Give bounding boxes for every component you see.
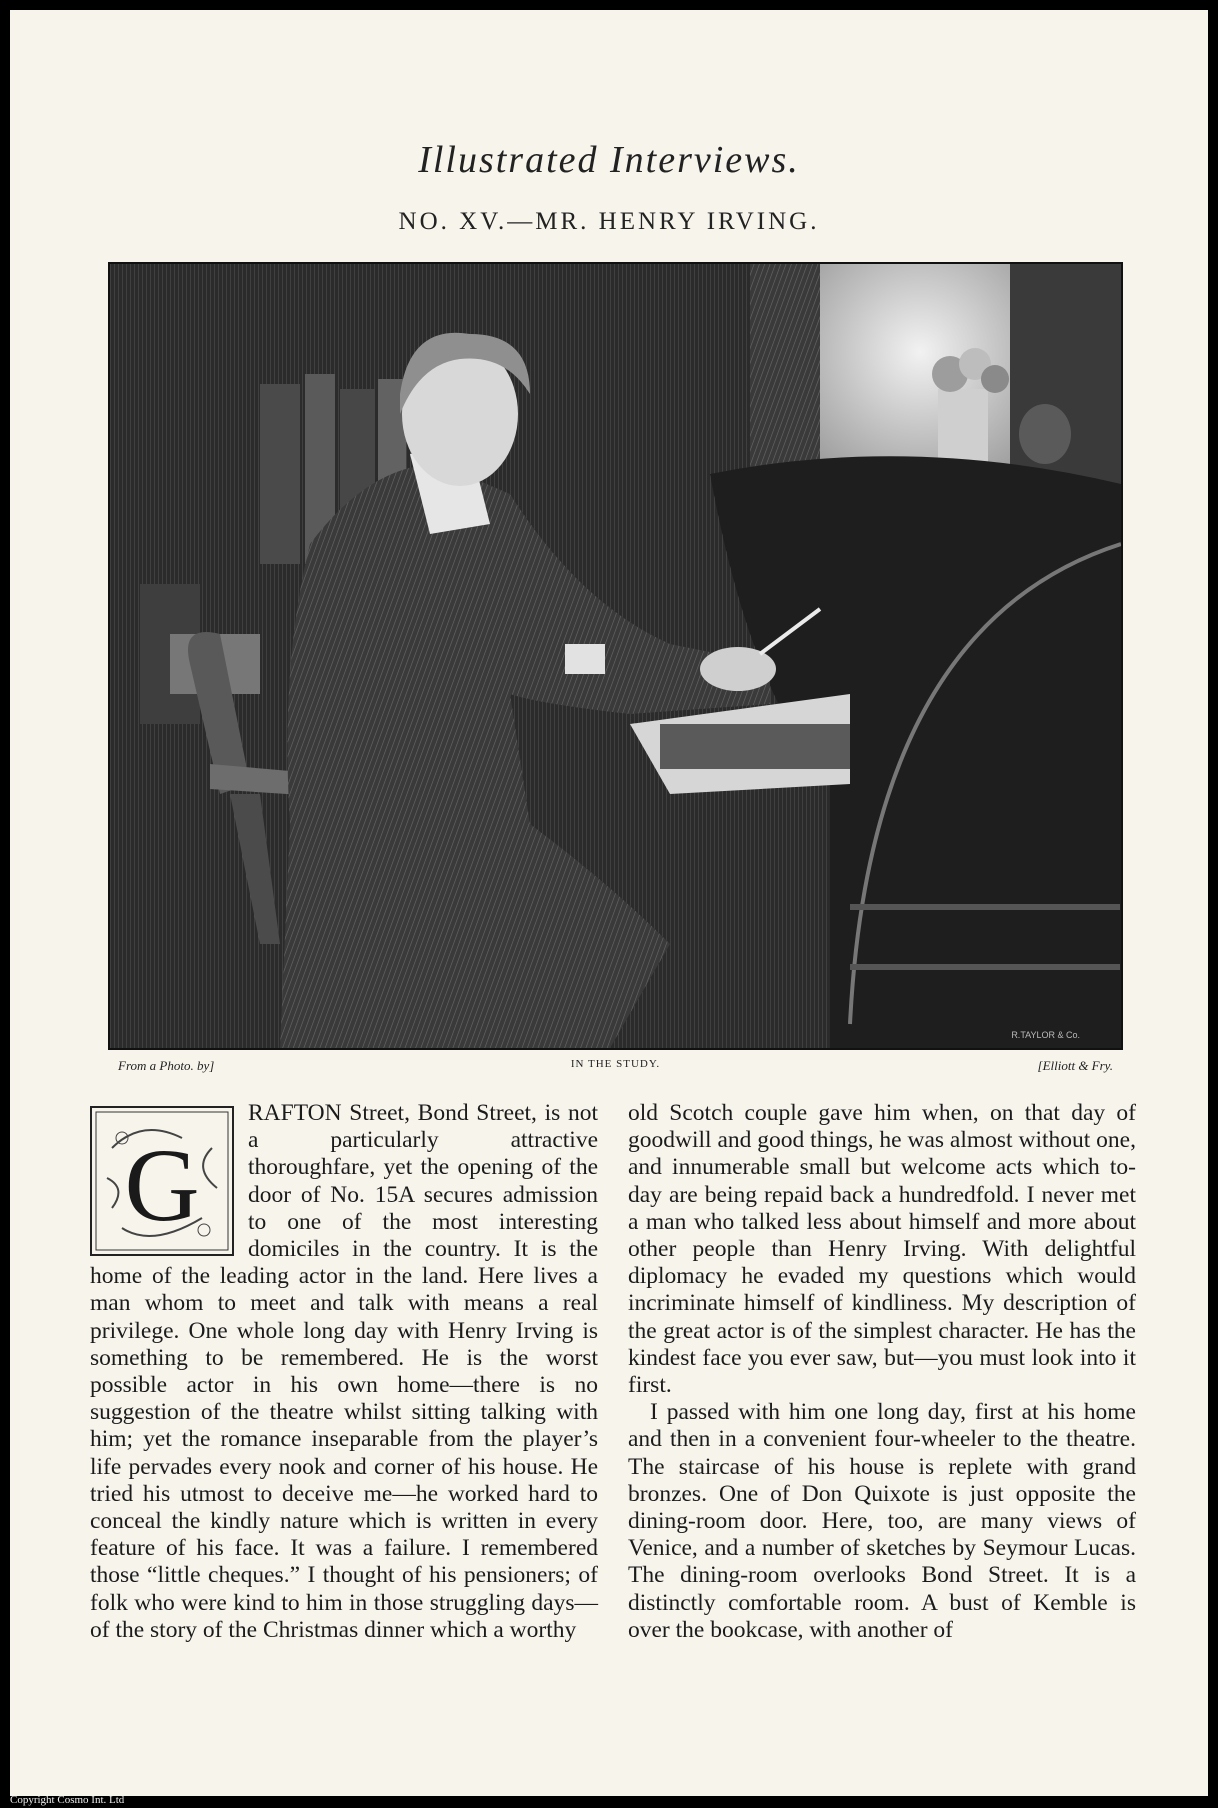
portrait-engraving xyxy=(108,262,1123,1050)
magazine-page xyxy=(10,10,1208,1796)
engraver-mark: R.TAYLOR & Co. xyxy=(1011,1030,1080,1040)
article-column-left xyxy=(90,1100,598,1644)
series-title: Illustrated Interviews. xyxy=(418,139,800,181)
engraving-image xyxy=(110,264,1121,1048)
article-paragraph: old Scotch couple gave him when, on that day of goodwill and good things, he was almost without one, and innumerable small but welcome acts which to-day are being repaid back a hundredfold. I never met a man who talked less about himself and more about other people than Henry Irving. With delightful diplomacy he evaded my questions which would incriminate himself of kindliness. My description of the great actor is of the simplest character. He has the kindest face you ever saw, but—you must look into it first. xyxy=(628,1100,1136,1399)
article-column-right xyxy=(628,1100,1136,1644)
copyright-notice: Copyright Cosmo Int. Ltd xyxy=(10,1794,125,1806)
caption-title: IN THE STUDY. xyxy=(570,1058,661,1070)
dropcap-letter: G xyxy=(124,1128,200,1243)
caption-credit-right: [Elliott & Fry. xyxy=(1037,1058,1113,1073)
clock xyxy=(1019,404,1071,464)
article-paragraph: RAFTON Street, Bond Street, is not a particularly attractive thoroughfare, yet the opening of the door of No. 15A secures admission to one of the most interesting domiciles in the country. It is the home of the leading actor in the land. Here lives a man whom to meet and talk with means a real privilege. One whole long day with Henry Irving is something to be remembered. He is the worst possible actor in his own home—there is no suggestion of the theatre whilst sitting talking with him; yet the romance inseparable from the player’s life pervades every nook and corner of his house. He tried his utmost to deceive me—he worked hard to conceal the kindly nature which is written in every feature of his face. It was a failure. I remembered those “little cheques.” I thought of his pensioners; of folk who were kind to him in those struggling days—of the story of the Christmas dinner which a worthy xyxy=(90,1100,598,1643)
caption-credit-left: From a Photo. by] xyxy=(118,1058,215,1073)
decorated-initial xyxy=(90,1106,234,1256)
article-paragraph: I passed with him one long day, first at his home and then in a convenient four-wheeler to the theatre. The staircase of his house is replete with grand bronzes. One of Don Quixote is just opposite the dining-room door. Here, too, are many views of Venice, and a number of sketches by Seymour Lucas. The dining-room overlooks Bond Street. It is a distinctly comfortable room. A bust of Kemble is over the bookcase, with another of xyxy=(628,1399,1136,1643)
article-subtitle: NO. XV.—MR. HENRY IRVING. xyxy=(398,208,820,235)
